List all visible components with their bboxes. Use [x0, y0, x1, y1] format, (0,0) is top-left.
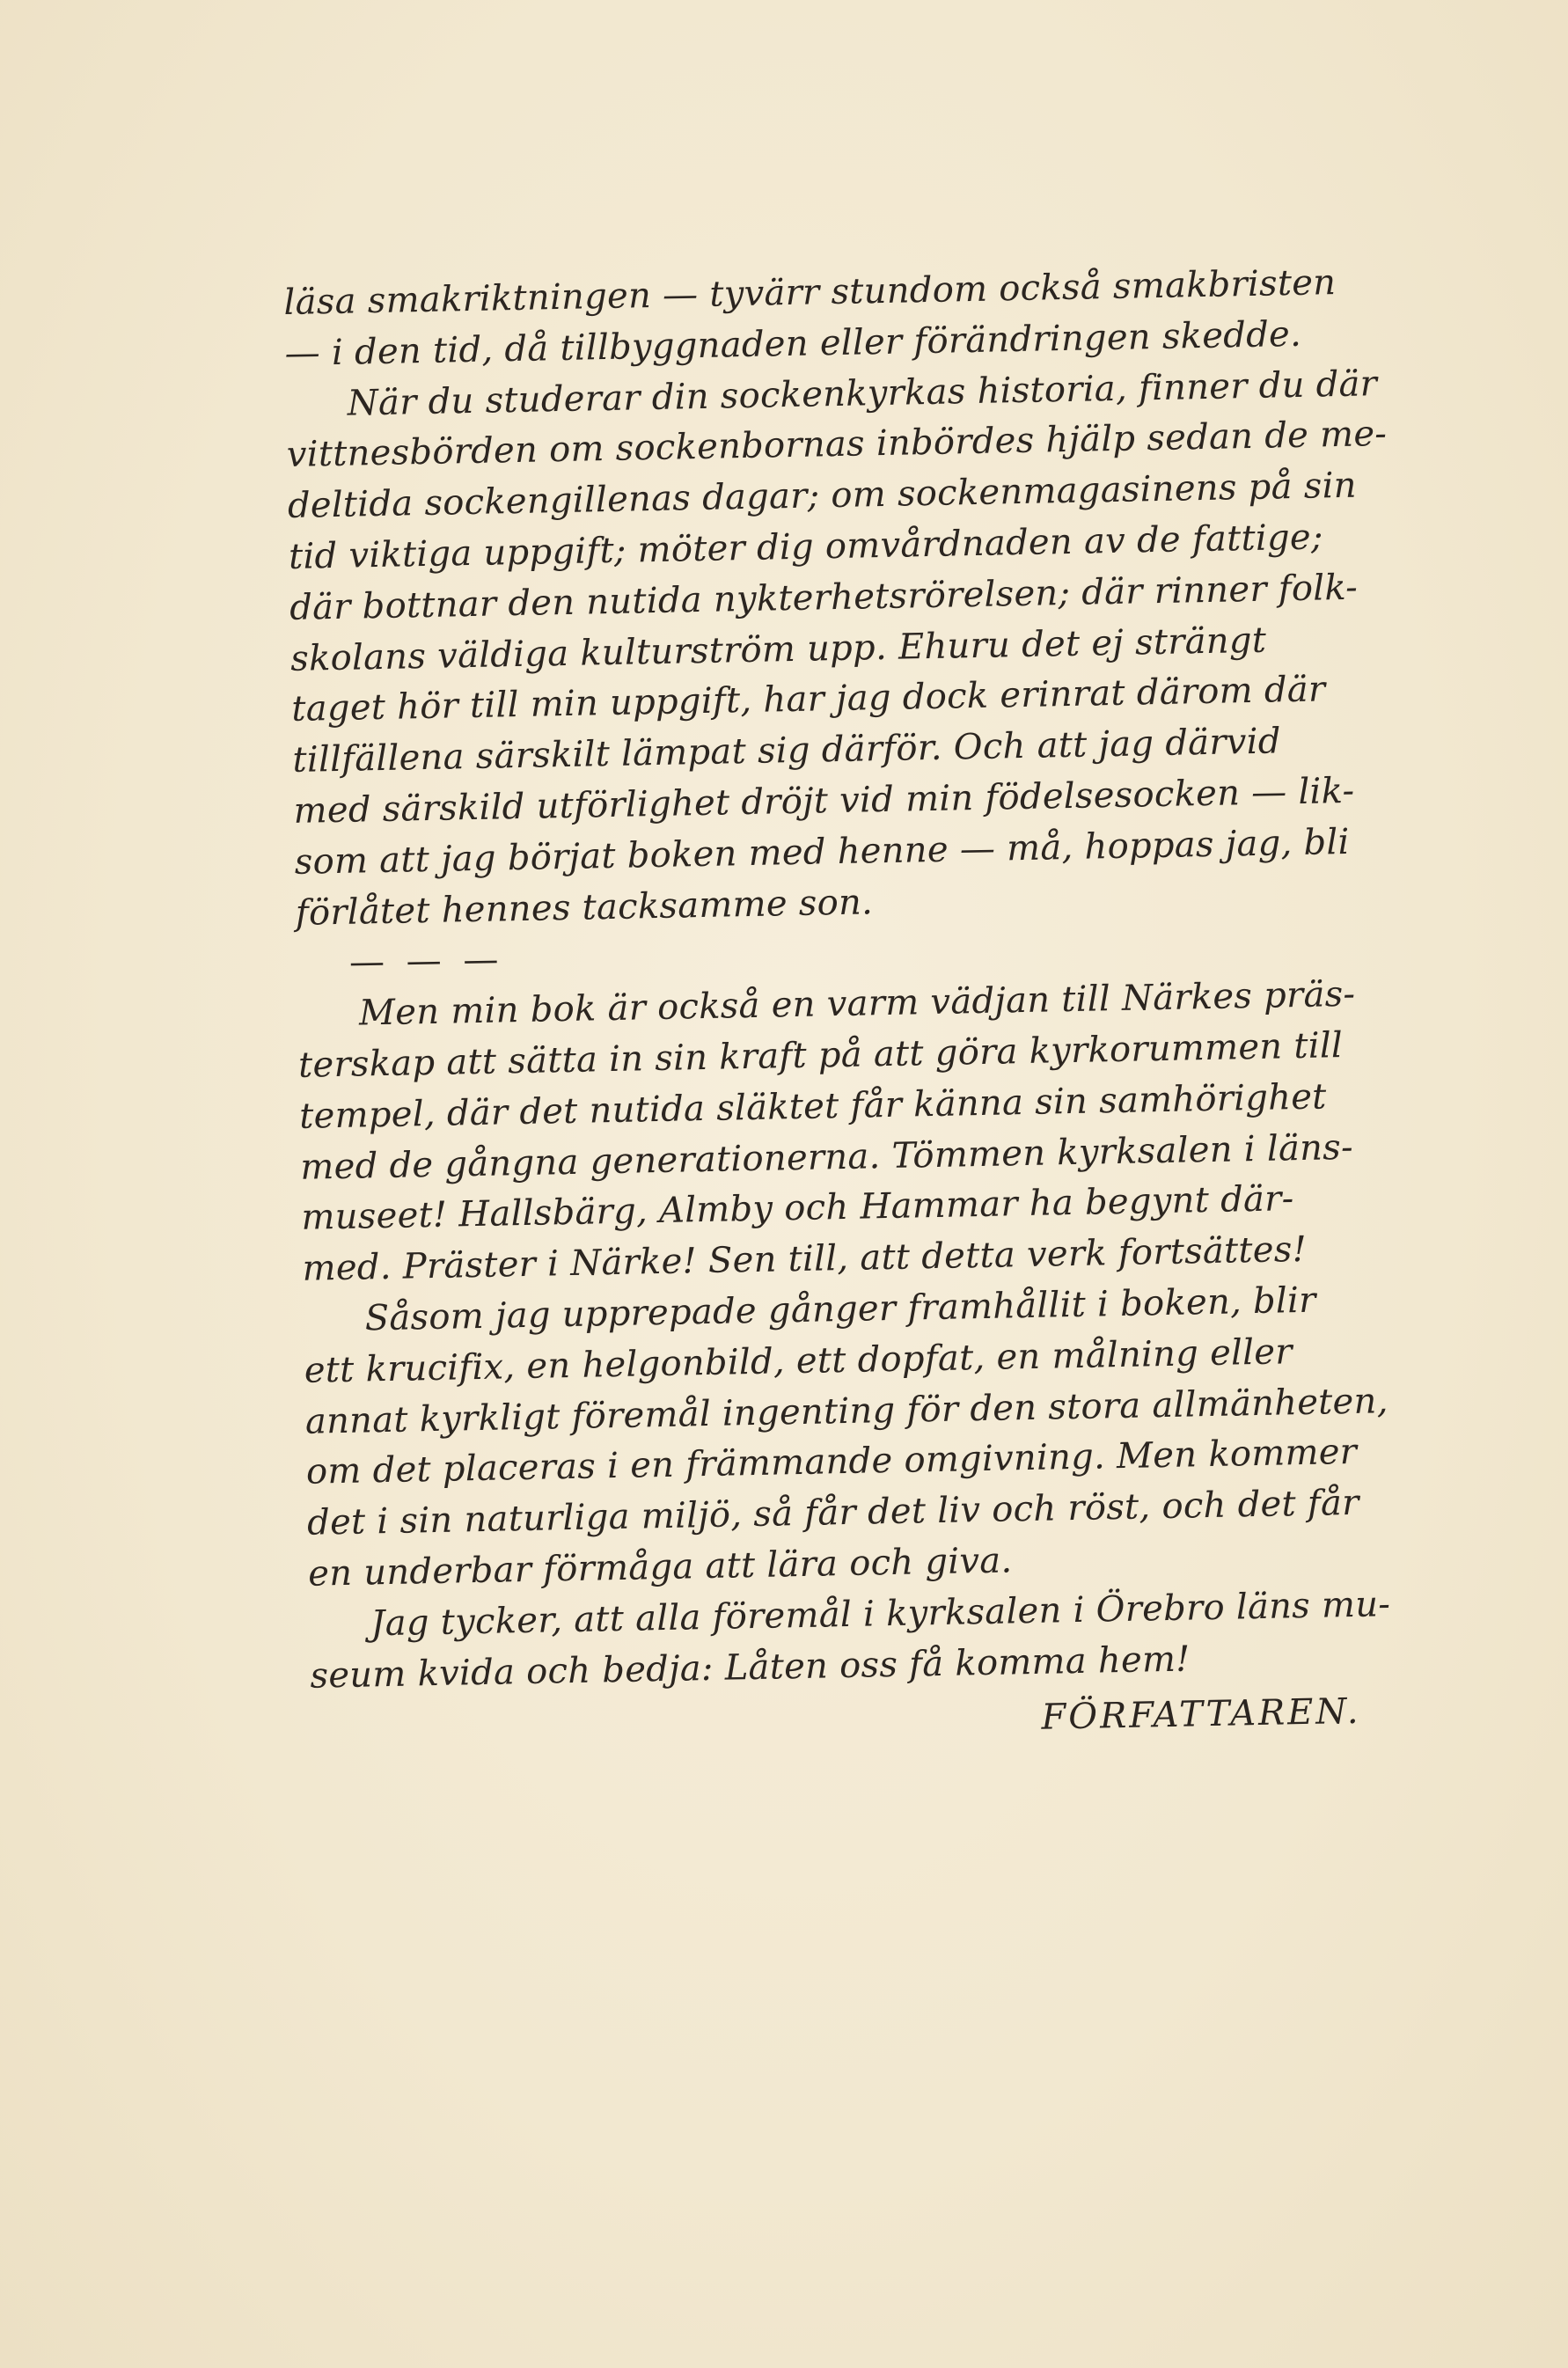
- text-line: vittnesbörden om sockenbornas inbördes hjälp sedan de me-: [286, 414, 1388, 476]
- text-line: med. Präster i Närke! Sen till, att detta verk fortsättes!: [302, 1229, 1308, 1289]
- text-line: deltida sockengillenas dagar; om sockenmagasinens på sin: [287, 465, 1358, 527]
- text-line: tillfällena särskilt lämpat sig därför. Och att jag därvid: [292, 721, 1282, 781]
- text-line: skolans väldiga kulturström upp. Ehuru det ej strängt: [289, 619, 1267, 679]
- text-line: seum kvida och bedja: Låten oss få komma hem!: [310, 1639, 1191, 1697]
- text-line: Men min bok är också en varm vädjan till Närkes präs-: [358, 973, 1356, 1034]
- body-text: [283, 256, 1447, 1758]
- text-line: där bottnar den nutida nykterhetsrörelsen; där rinner folk-: [289, 567, 1359, 628]
- text-line: taget hör till min uppgift, har jag dock erinrat därom där: [290, 669, 1326, 730]
- text-line: tid viktiga uppgift; möter dig omvårdnaden av de fattige;: [288, 517, 1324, 577]
- text-line: som att jag börjat boken med henne — må, hoppas jag, bli: [294, 821, 1351, 883]
- text-line: om det placeras i en främmande omgivning. Men kommer: [305, 1432, 1358, 1493]
- text-line: ett krucifix, en helgonbild, ett dopfat, en målning eller: [304, 1331, 1293, 1391]
- text-line: det i sin naturliga miljö, så får det liv och röst, och det får: [306, 1482, 1359, 1543]
- text-line: en underbar förmåga att lära och giva.: [307, 1540, 1013, 1595]
- text-line: läsa smakriktningen — tyvärr stundom också smakbristen: [283, 262, 1337, 323]
- text-line: — i den tid, då tillbyggnaden eller förändringen skedde.: [284, 313, 1302, 374]
- text-line: med särskild utförlighet dröjt vid min födelsesocken — lik-: [293, 770, 1355, 832]
- text-line: tempel, där det nutida släktet får känna sin samhörighet: [298, 1076, 1327, 1137]
- text-line: annat kyrkligt föremål ingenting för den stora allmänheten,: [304, 1380, 1389, 1442]
- text-line: museet! Hallsbärg, Almby och Hammar ha begynt där-: [301, 1178, 1294, 1239]
- author-signature: FÖRFATTAREN.: [1041, 1691, 1361, 1739]
- text-line: Jag tycker, att alla föremål i kyrksalen i Örebro läns mu-: [370, 1583, 1391, 1645]
- text-line: När du studerar din sockenkyrkas historia, finner du där: [347, 363, 1378, 424]
- text-line: terskap att sätta in sin kraft på att göra kyrkorummen till: [297, 1025, 1344, 1086]
- section-separator: — — —: [348, 939, 504, 984]
- text-line: Såsom jag upprepade gånger framhållit i boken, blir: [364, 1279, 1316, 1339]
- text-line: förlåtet hennes tacksamme son.: [295, 881, 874, 934]
- text-line: med de gångna generationerna. Tömmen kyrksalen i läns-: [299, 1126, 1354, 1188]
